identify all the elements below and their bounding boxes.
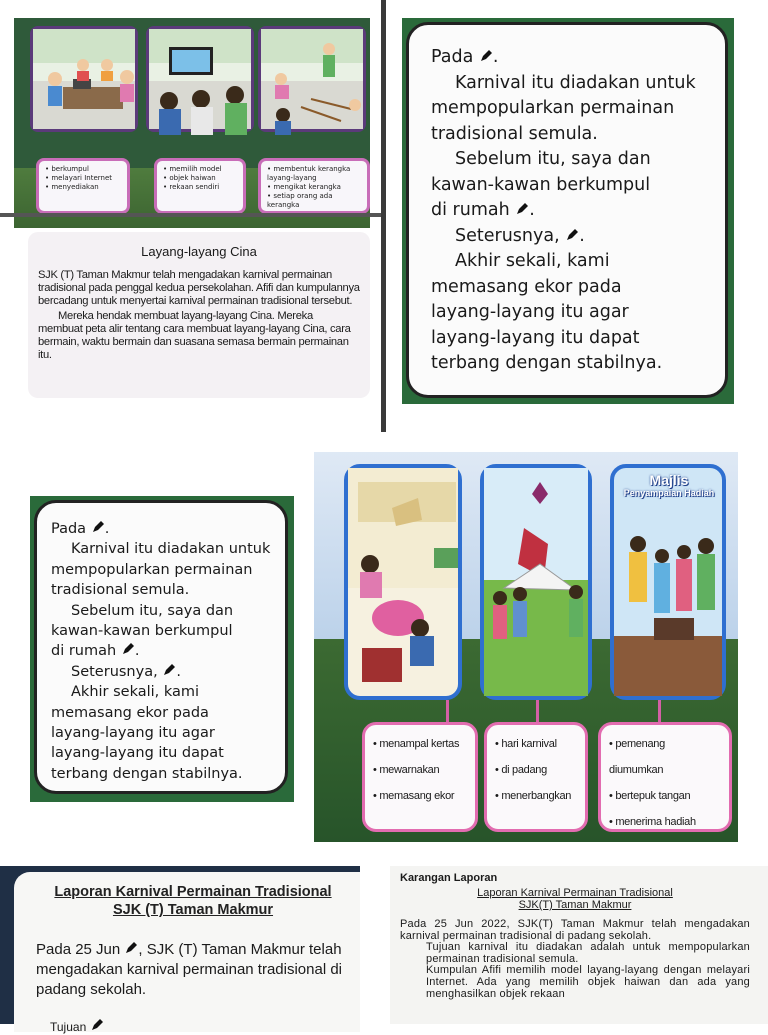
report-draft-heading: Laporan Karnival Permainan Tradisional <box>54 884 332 900</box>
tag-planning-1: • berkumpul • melayari Internet • menyediakan <box>36 158 130 214</box>
report-typed-subheading: SJK(T) Taman Makmur <box>518 899 632 911</box>
illustration-panel-process <box>314 452 738 842</box>
tag-process-3: • pemenang diumumkan • bertepuk tangan • menerima hadiah <box>598 722 732 832</box>
report-typed-label: Karangan Laporan <box>400 872 498 884</box>
report-draft-next: Tujuan <box>36 1018 350 1034</box>
making-kite-drawing <box>348 468 466 704</box>
pencil-icon <box>90 1018 104 1032</box>
prize-giving-drawing <box>614 468 730 704</box>
tag-planning-2: • memilih model • objek haiwan • rekaan sendiri <box>154 158 246 214</box>
report-draft-panel <box>0 866 360 1034</box>
divider-horizontal <box>0 213 384 217</box>
report-typed-body: Pada 25 Jun 2022, SJK(T) Taman Makmur telah mengadakan karnival permainan tradisional di padang sekolah. Tujuan karnival itu diadakan adalah untuk mempopularkan permainan tradisional semula. Kumpulan Afifi memilih model layang-layang dengan melayari Internet. Ada yang memilih objek haiwan dan ada yang menghasilkan objek rekaan <box>400 918 750 1000</box>
essay-card-large: Pada . Karnival itu diadakan untuk mempopularkan permainan tradisional semula. Sebelum itu, saya dan kawan-kawan berkumpul di rumah . Seterusnya, . Akhir sekali, kami memasang ekor pada layang-layang itu agar layang-layang itu dapat terbang dengan stabilnya. <box>402 18 734 404</box>
choose-model-drawing <box>149 29 257 135</box>
flying-kite-drawing <box>484 468 596 704</box>
report-typed-panel <box>390 866 768 1024</box>
pencil-icon <box>121 642 135 656</box>
scene-prize-giving <box>610 464 726 700</box>
tag-process-2: • hari karnival • di padang • menerbangkan <box>484 722 588 832</box>
scene-group-meeting <box>30 26 138 132</box>
report-typed-heading: Laporan Karnival Permainan Tradisional <box>477 887 673 899</box>
build-frame-drawing <box>261 29 369 135</box>
illustration-panel-planning <box>14 18 370 228</box>
pencil-icon <box>91 520 105 534</box>
story-title: Layang-layang Cina <box>141 244 257 259</box>
divider-vertical <box>381 0 386 432</box>
pencil-icon <box>162 663 176 677</box>
pencil-icon <box>479 46 493 60</box>
tag-process-1: • menampal kertas • mewarnakan • memasang ekor <box>362 722 478 832</box>
scene-build-frame <box>258 26 366 132</box>
report-draft-body: Pada 25 Jun , SJK (T) Taman Makmur telah mengadakan karnival permainan tradisional di padang sekolah. <box>36 941 343 998</box>
pencil-icon <box>515 199 529 213</box>
pencil-icon <box>565 225 579 239</box>
scene-flying-kite <box>480 464 592 700</box>
essay-card-small: Pada . Karnival itu diadakan untuk mempopularkan permainan tradisional semula. Sebelum itu, saya dan kawan-kawan berkumpul di rumah . Seterusnya, . Akhir sekali, kami memasang ekor pada layang-layang itu agar layang-layang itu dapat terbang dengan stabilnya. <box>30 496 294 802</box>
tag-planning-3: • membentuk kerangka layang-layang • mengikat kerangka • setiap orang ada kerangka <box>258 158 370 214</box>
story-paragraph-2: Mereka hendak membuat layang-layang Cina. Mereka membuat peta alir tentang cara membuat layang-layang Cina, cara bermain, waktu bermain dan suasana semasa bermain permainan itu. <box>38 310 351 361</box>
story-paragraph-1: SJK (T) Taman Makmur telah mengadakan karnival permainan tradisional pada penggal kedua persekolahan. Afifi dan kumpulannya bercadang untuk menyertai karnival permainan tradisional tersebut. <box>38 269 360 307</box>
scene-choose-model <box>146 26 254 132</box>
report-draft-subheading: SJK (T) Taman Makmur <box>112 902 274 918</box>
majlis-banner: Majlis Penyampaian Hadiah <box>623 472 715 498</box>
scene-making-kite <box>344 464 462 700</box>
pencil-icon <box>124 941 138 955</box>
story-card <box>28 232 370 398</box>
group-meeting-drawing <box>33 29 141 135</box>
